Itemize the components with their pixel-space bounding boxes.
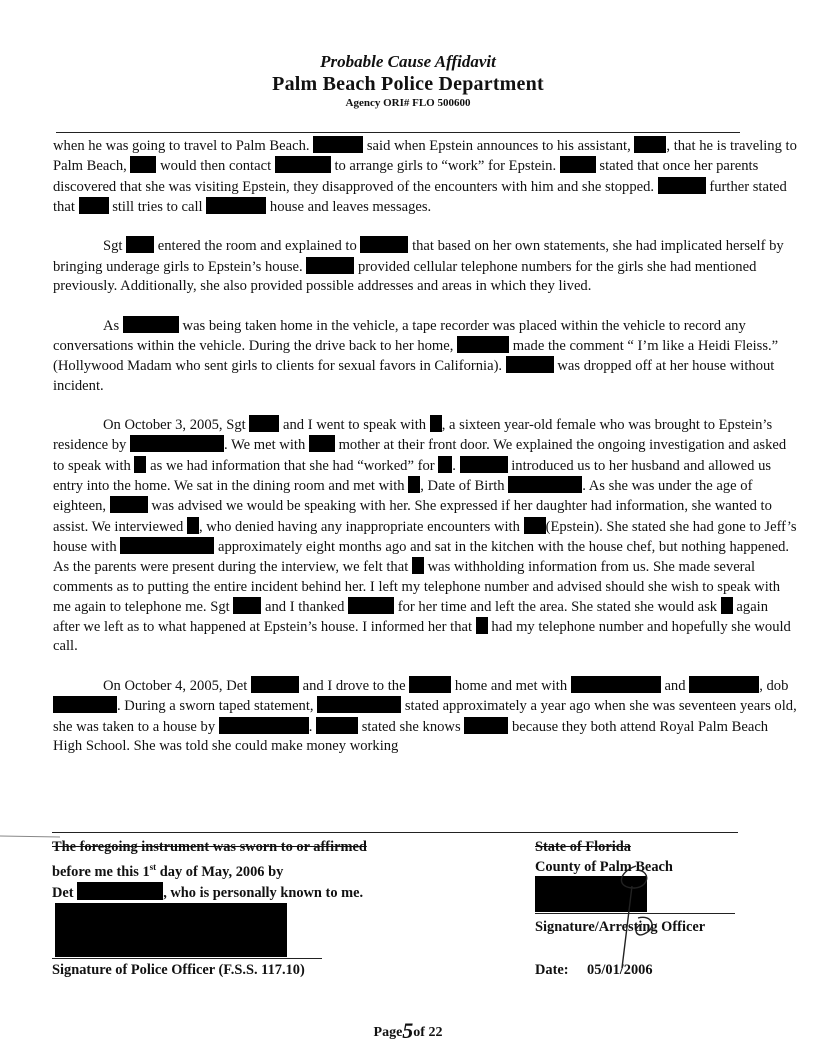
redaction: [634, 136, 666, 153]
redaction: [571, 676, 661, 693]
redaction: [130, 435, 224, 452]
signature-line: [52, 958, 322, 959]
redaction: [53, 696, 117, 713]
redacted-arresting-signature: [535, 876, 647, 912]
text-span: On October 4, 2005, Det: [103, 678, 248, 695]
text-span: , a sixteen year-old female who was brought to Epstein’s residence by: [53, 417, 773, 454]
text-span: , that he is traveling to Palm Beach,: [53, 138, 797, 175]
oath-text: Det: [52, 884, 74, 901]
text-span: was dropped off at her house without incident.: [53, 358, 775, 394]
redaction: [251, 676, 299, 693]
ordinal-suffix: st: [149, 861, 157, 872]
redaction: [524, 517, 546, 534]
redaction: [506, 356, 554, 373]
redaction: [130, 156, 156, 173]
text-span: .: [308, 718, 313, 735]
redaction: [126, 236, 154, 253]
paragraph-2: [53, 236, 798, 296]
oath-text: The foregoing instrument was sworn to or affirmed: [52, 839, 367, 855]
arresting-officer-label: Signature/Arresting Officer: [535, 919, 706, 935]
redaction: [457, 336, 509, 353]
body-end-rule: [52, 832, 738, 833]
oath-text: day of May, 2006 by: [156, 863, 284, 880]
text-span: further stated that: [53, 178, 787, 215]
header-rule: [56, 132, 740, 133]
redaction: [508, 476, 582, 493]
page-current: 5: [402, 1018, 414, 1043]
redaction: [658, 177, 706, 194]
redaction: [187, 517, 199, 534]
text-span: to arrange girls to “work” for Epstein.: [334, 158, 557, 175]
redacted-police-signature: [55, 903, 287, 957]
redaction: [430, 415, 442, 432]
redaction: [476, 617, 488, 634]
police-officer-label: Signature of Police Officer (F.S.S. 117.10): [52, 962, 305, 978]
date-label: Date:: [535, 962, 569, 978]
paragraph-5: [53, 676, 798, 756]
signature-date: [535, 962, 653, 979]
paragraph-3: [53, 316, 798, 396]
text-span: provided cellular telephone numbers for the girls she had mentioned previously. Additionally, she also provided possible addresses and areas in which they lived.: [53, 258, 757, 295]
text-span: would then contact: [160, 158, 272, 175]
text-span: and I thanked: [265, 598, 345, 615]
text-span: . During a sworn taped statement,: [117, 698, 314, 715]
redaction: [79, 197, 109, 214]
redaction: [206, 197, 266, 214]
paragraph-1: [53, 136, 798, 217]
text-span: stated she knows: [361, 718, 461, 735]
text-span: that based on her own statements, she had implicated herself by bringing underage girls to Epstein’s house.: [53, 238, 784, 275]
redaction: [408, 476, 420, 493]
redaction: [309, 435, 335, 452]
redaction: [464, 717, 508, 734]
redaction: [438, 456, 452, 473]
text-span: and I drove to the: [302, 678, 406, 695]
redaction: [120, 537, 214, 554]
redaction: [689, 676, 759, 693]
redaction: [306, 257, 354, 274]
text-span: , dob: [759, 678, 789, 695]
text-span: as we had information that she had “worked” for: [150, 457, 435, 474]
document-title: Probable Cause Affidavit: [320, 52, 496, 71]
text-span: (Epstein). She stated she had gone to Jeff’s house with: [53, 518, 797, 555]
text-span: stated that once her parents discovered that she was visiting Epstein, they disapproved of the encounters with him and she stopped.: [53, 158, 759, 195]
text-span: made the comment “ I’m like a Heidi Fleiss.” (Hollywood Madam who sent girls to clients for sexual favors in California).: [53, 337, 779, 375]
text-span: On October 3, 2005, Sgt: [103, 417, 246, 434]
redaction: [134, 456, 146, 473]
text-span: Sgt: [103, 238, 123, 255]
redaction: [360, 236, 408, 253]
document-header: [0, 52, 816, 111]
redaction: [77, 882, 163, 900]
paragraph-4: [53, 415, 798, 657]
redaction: [560, 156, 596, 173]
text-span: and: [664, 678, 686, 695]
oath-text: , who is personally known to me.: [163, 884, 364, 901]
redaction: [317, 696, 401, 713]
redaction: [275, 156, 331, 173]
page-number: [0, 1018, 816, 1044]
redaction: [409, 676, 451, 693]
county-name: County of Palm Beach: [535, 858, 673, 875]
signature-line: [535, 913, 735, 914]
text-span: was advised we would be speaking with her. She expressed if her daughter had information, she wanted to assist. We interviewed: [53, 498, 772, 535]
jurisdiction-block: [535, 838, 795, 877]
oath-line-3: [52, 882, 492, 904]
text-span: stated approximately a year ago when she was seventeen years old, she was taken to a house by: [53, 698, 797, 735]
redaction: [460, 456, 508, 473]
oath-line-1: [52, 838, 492, 858]
text-span: had my telephone number and hopefully she would call.: [53, 619, 791, 655]
redaction: [219, 717, 309, 734]
redaction: [110, 496, 148, 513]
oath-line-2: [52, 858, 492, 882]
redaction: [233, 597, 261, 614]
redaction: [721, 597, 733, 614]
text-span: still tries to call: [112, 198, 203, 215]
page-prefix: Page: [373, 1025, 403, 1040]
redaction: [316, 717, 358, 734]
text-span: said when Epstein announces to his assistant,: [366, 138, 631, 154]
text-span: for her time and left the area. She stated she would ask: [397, 598, 718, 615]
oath-block: [52, 838, 492, 903]
text-span: As: [103, 317, 120, 334]
redaction: [313, 136, 363, 153]
date-value: 05/01/2006: [587, 962, 653, 978]
state-name: State of Florida: [535, 839, 631, 855]
text-span: .: [452, 457, 456, 474]
affidavit-body: [53, 136, 798, 776]
text-span: . As she was under the age of eighteen,: [53, 478, 753, 515]
text-span: mother at their front door. We explained the ongoing investigation and asked to speak with: [53, 437, 787, 474]
scan-artifact-line: [0, 835, 60, 837]
text-span: and I went to speak with: [283, 417, 427, 434]
text-span: , Date of Birth: [420, 478, 505, 495]
text-span: when he was going to travel to Palm Beach.: [53, 138, 310, 154]
text-span: was being taken home in the vehicle, a tape recorder was placed within the vehicle to record any conversations within the vehicle. During the drive back to her home,: [53, 317, 746, 354]
text-span: house and leaves messages.: [269, 198, 432, 215]
redaction: [123, 316, 179, 333]
text-span: because they both attend Royal Palm Beach High School. She was told she could make money working: [53, 718, 769, 754]
text-span: home and met with: [454, 678, 568, 695]
text-span: again after we left as to what happened at Epstein’s house. I informed her that: [53, 598, 769, 636]
redaction: [412, 557, 424, 574]
text-span: approximately eight months ago and sat in the kitchen with the house chef, but nothing happened. As the parents were present during the interview, we felt that: [53, 538, 790, 576]
text-span: was withholding information from us. She made several comments as to putting the entire incident behind her. I left my telephone number and advised should she wish to speak with me again to telephone me. Sgt: [53, 559, 781, 615]
text-span: , who denied having any inappropriate encounters with: [198, 518, 520, 535]
agency-ori: Agency ORI# FLO 500600: [345, 97, 471, 109]
text-span: entered the room and explained to: [157, 238, 357, 255]
redaction: [348, 597, 394, 614]
text-span: . We met with: [224, 437, 306, 454]
oath-text: before me this 1: [52, 863, 150, 880]
redaction: [249, 415, 279, 432]
page-total: of 22: [413, 1025, 443, 1040]
text-span: introduced us to her husband and allowed us entry into the home. We sat in the dining room and met with: [53, 457, 772, 495]
department-name: Palm Beach Police Department: [272, 73, 544, 95]
